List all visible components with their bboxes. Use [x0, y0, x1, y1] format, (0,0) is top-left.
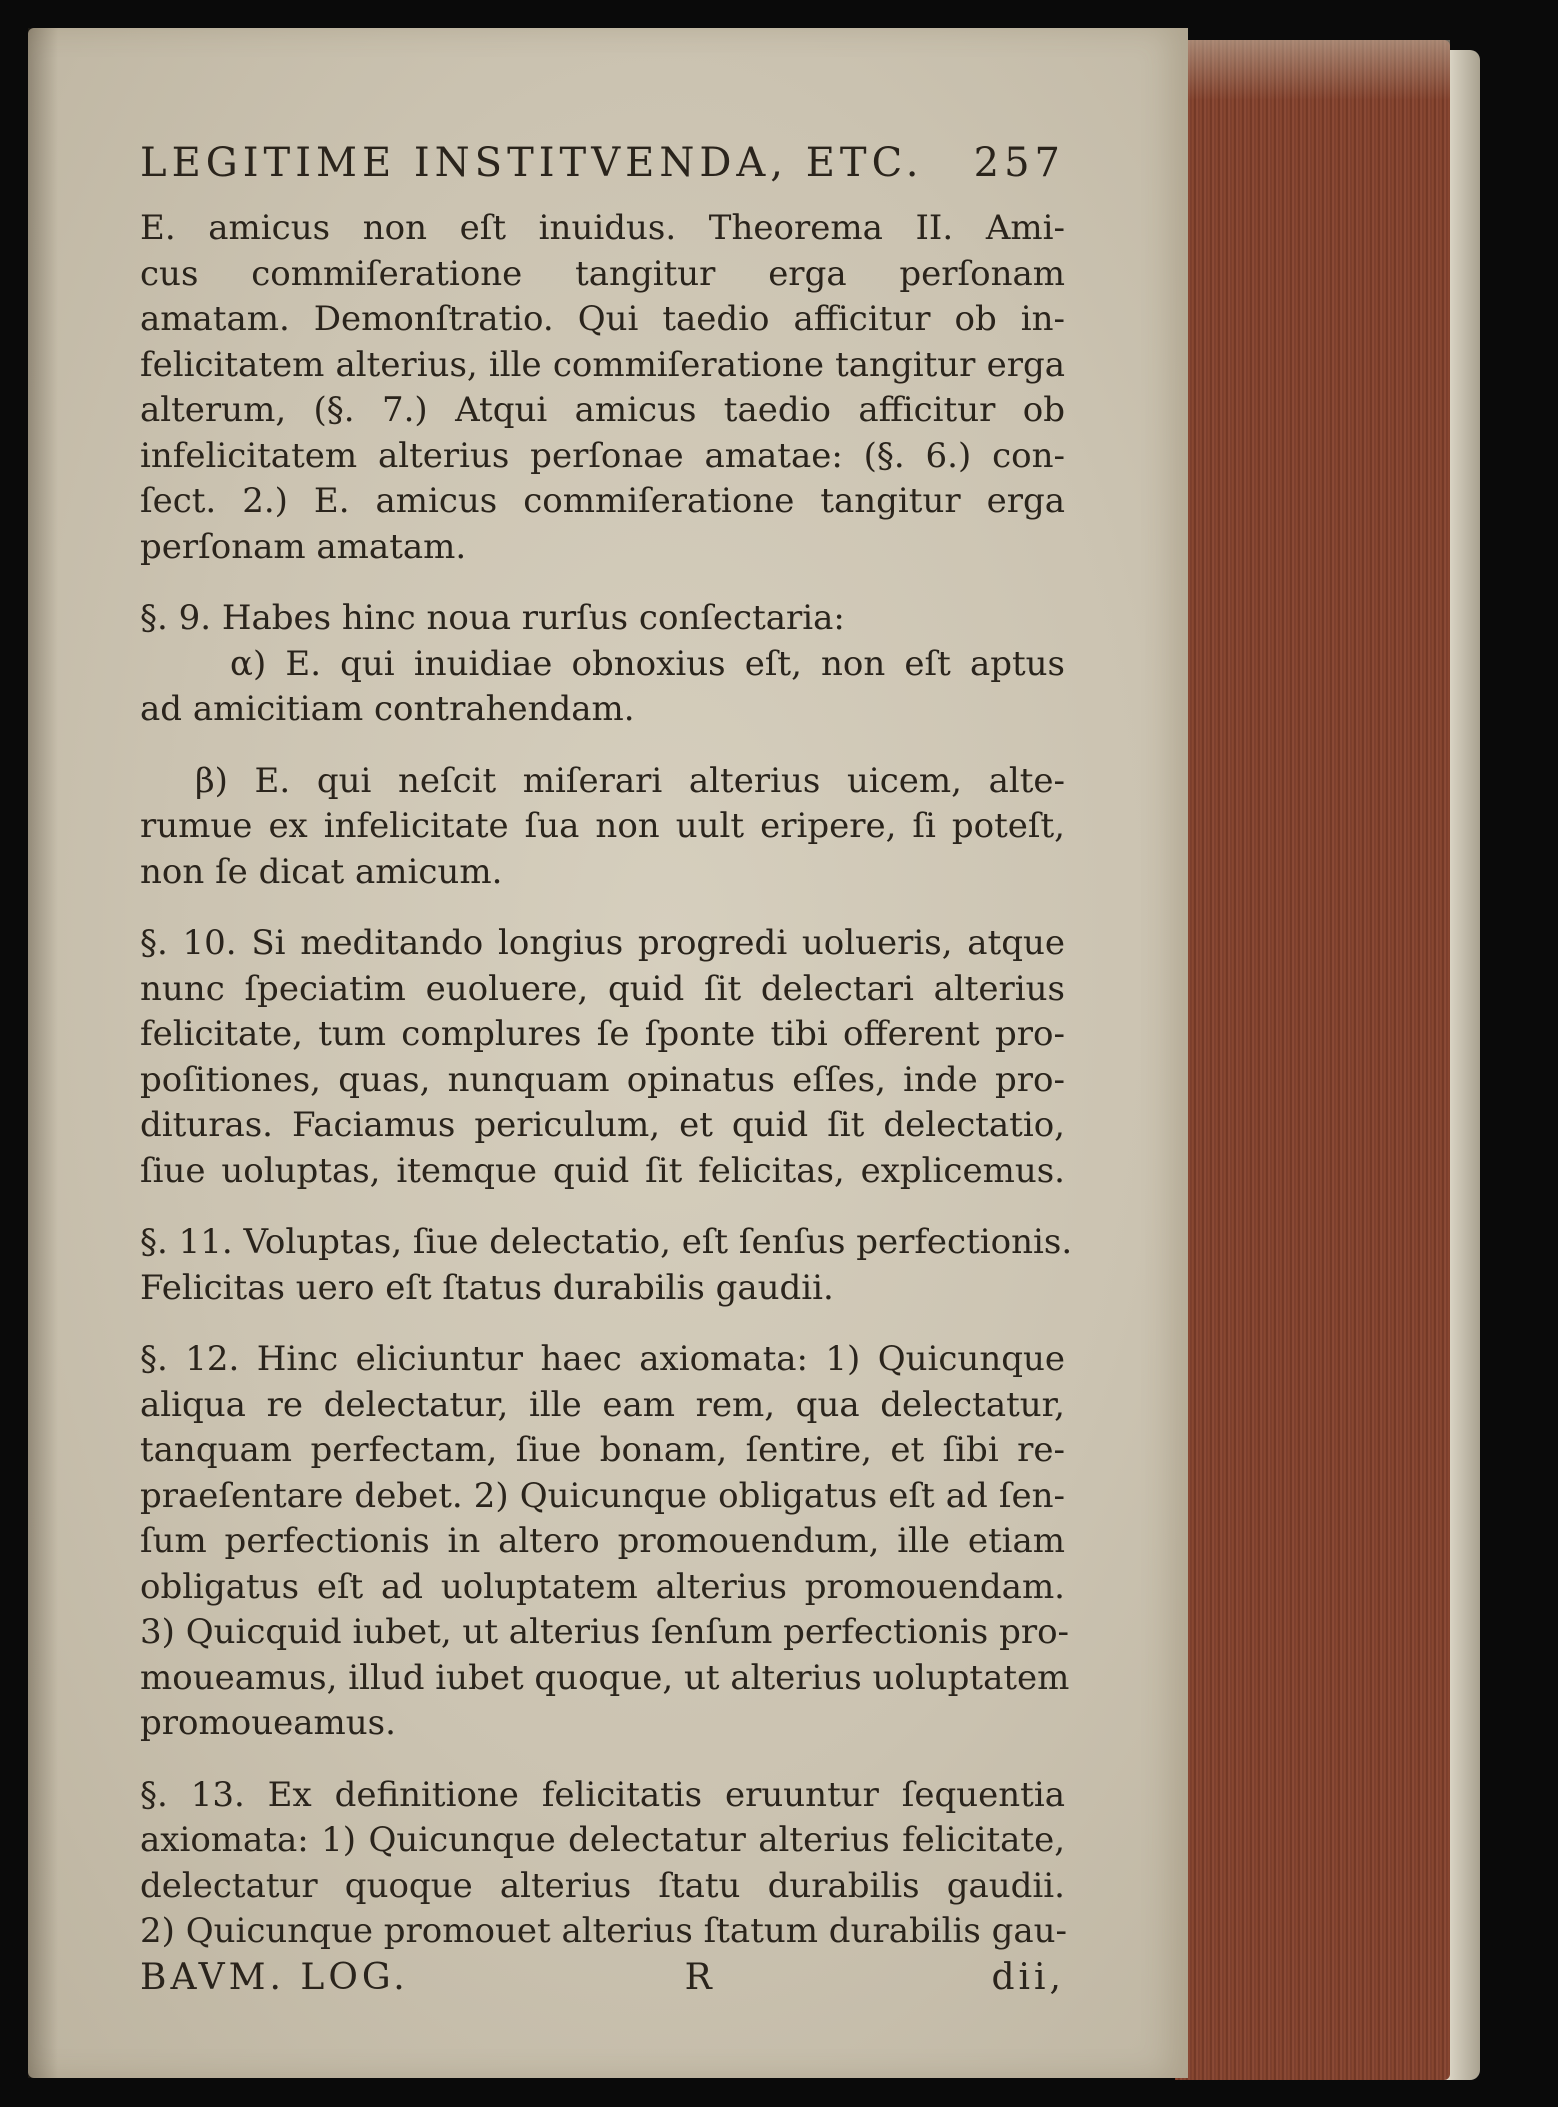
page-number: 257	[973, 140, 1065, 186]
body-text	[140, 206, 1073, 1955]
text-line: poſitiones, quas, nunquam opinatus eſſes, inde pro-	[140, 1059, 1065, 1100]
text-line: §. 13. Ex definitione felicitatis eruuntur ſequentia	[140, 1774, 1065, 1815]
text-line: alterum, (§. 7.) Atqui amicus taedio afficitur ob	[140, 390, 1065, 430]
text-line: praeſentare debet. 2) Quicunque obligatus eſt ad ſen-	[140, 1475, 1065, 1516]
paragraph-gap	[140, 895, 1065, 921]
text-line: perſonam amatam.	[140, 526, 467, 567]
text-line: ſum perfectionis in altero promouendum, ille etiam	[140, 1521, 1065, 1561]
running-title: LEGITIME INSTITVENDA, ETC.	[140, 140, 924, 186]
signature-mark: BAVM. LOG.	[140, 1956, 409, 1998]
text-line: 2) Quicunque promouet alterius ſtatum durabilis gau-	[140, 1911, 1068, 1951]
text-line: ſect. 2.) E. amicus commiſeratione tangitur erga	[140, 481, 1065, 521]
text-line: rumue ex infelicitate ſua non uult eripere, ſi poteſt,	[140, 806, 1065, 846]
text-line: non ſe dicat amicum.	[140, 851, 503, 892]
text-line: dituras. Faciamus periculum, et quid ſit delectatio,	[140, 1105, 1065, 1145]
page-footer	[140, 1955, 1065, 2001]
page-edges-highlight	[1175, 40, 1450, 100]
text-line: β) E. qui neſcit miſerari alterius uicem, alte-	[195, 760, 1065, 801]
page-text-block	[140, 140, 1073, 2020]
text-line: §. 10. Si meditando longius progredi uolueris, atque	[140, 923, 1065, 963]
text-line: E. amicus non eſt inuidus. Theorema II. Ami-	[140, 208, 1065, 248]
text-line: delectatur quoque alterius ſtatu durabilis gaudii.	[140, 1865, 1065, 1906]
spine-shadow	[28, 28, 58, 2078]
text-line: §. 9. Habes hinc noua rurſus conſectaria:	[140, 598, 845, 638]
paragraph-gap	[140, 1194, 1065, 1220]
text-line: α) E. qui inuidiae obnoxius eſt, non eſt aptus	[230, 643, 1065, 684]
paragraph-gap	[140, 1747, 1065, 1773]
text-line: 3) Quicquid iubet, ut alterius ſenſum perfectionis pro-	[140, 1612, 1070, 1652]
text-line: amatam. Demonſtratio. Qui taedio afficitur ob in-	[140, 299, 1065, 339]
gathering-letter: R	[684, 1956, 716, 1998]
text-line: promoueamus.	[140, 1703, 396, 1743]
text-line: axiomata: 1) Quicunque delectatur alterius felicitate,	[140, 1820, 1065, 1860]
text-line: felicitate, tum complures ſe ſponte tibi offerent pro-	[140, 1014, 1065, 1054]
text-line: moueamus, illud iubet quoque, ut alterius uoluptatem	[140, 1657, 1070, 1698]
paragraph-gap	[140, 733, 1065, 759]
text-line: §. 12. Hinc eliciuntur haec axiomata: 1) Quicunque	[140, 1339, 1065, 1379]
text-line: tanquam perfectam, ſiue bonam, ſentire, et ſibi re-	[140, 1430, 1065, 1470]
text-line: ſiue uoluptas, itemque quid ſit felicitas, explicemus.	[140, 1150, 1065, 1191]
catchword: dii,	[991, 1956, 1065, 1998]
text-line: cus commiſeratione tangitur erga perſonam	[140, 253, 1065, 294]
text-line: obligatus eſt ad uoluptatem alterius promouendam.	[140, 1566, 1065, 1607]
page-edges-block	[1175, 40, 1450, 2080]
text-line: aliqua re delectatur, ille eam rem, qua delectatur,	[140, 1384, 1065, 1425]
paragraph-gap	[140, 1311, 1065, 1337]
running-header	[140, 140, 1065, 186]
text-line: ad amicitiam contrahendam.	[140, 689, 635, 729]
text-line: nunc ſpeciatim euoluere, quid ſit delectari alterius	[140, 968, 1065, 1009]
text-line: infelicitatem alterius perſonae amatae: (§. 6.) con-	[140, 435, 1065, 476]
text-line: §. 11. Voluptas, ſiue delectatio, eſt ſenſus perfectionis.	[140, 1222, 1073, 1262]
paragraph-gap	[140, 570, 1065, 596]
text-line: Felicitas uero eſt ſtatus durabilis gaudii.	[140, 1267, 834, 1308]
text-line: felicitatem alterius, ille commiſeratione tangitur erga	[140, 344, 1065, 385]
